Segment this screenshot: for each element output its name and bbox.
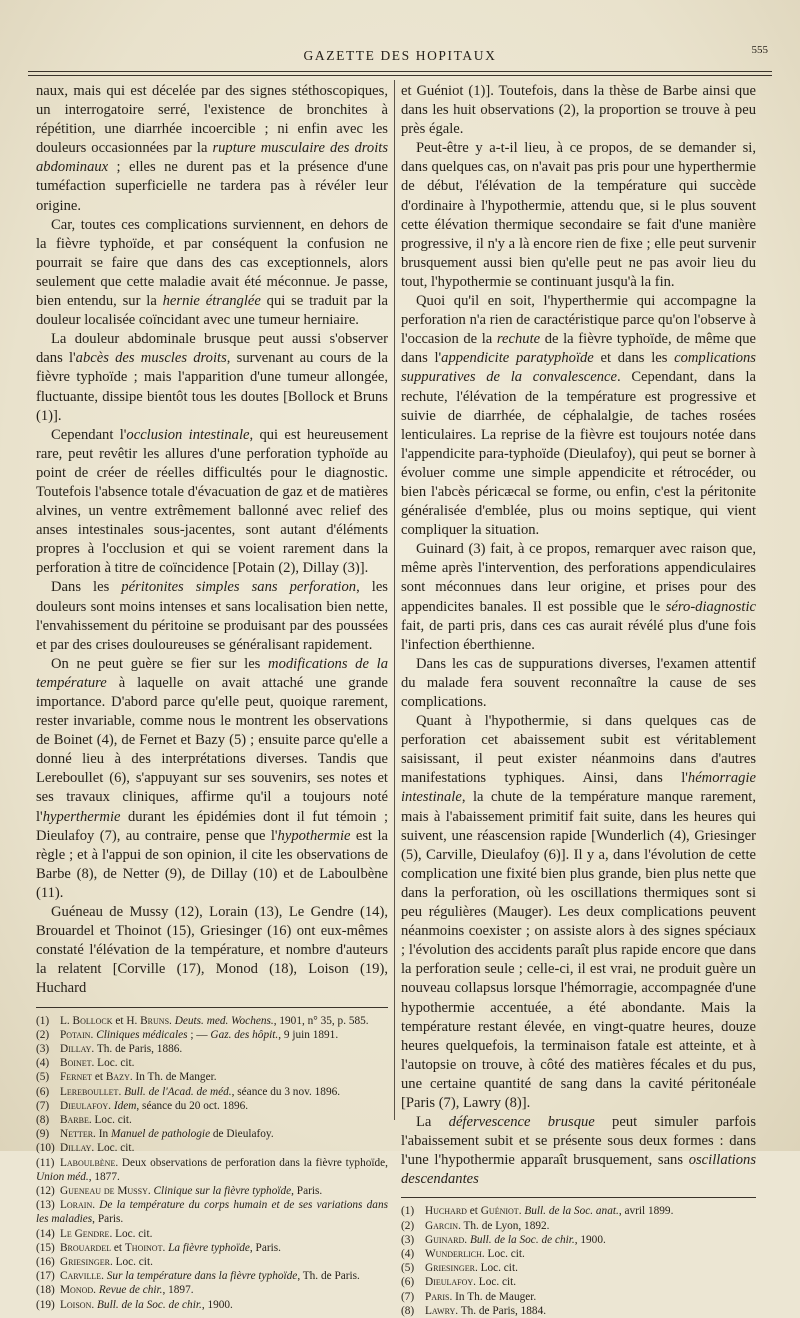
- text-run: .: [518, 1205, 525, 1218]
- footnote-number: (6): [401, 1276, 415, 1289]
- text-run: Guinard (3) fait, à ce propos, remarquer avec raison que, même après l'intervention, des perforations appendiculaires sont méconnues dans leur origine, et prises pour des appendicites banales. Il est possible que le: [401, 541, 756, 615]
- author-name: Huchard: [425, 1205, 467, 1218]
- footnote: [36, 1227, 388, 1241]
- text-run: , survenant au cours de la fièvre typhoïde ; mais l'apparition d'une tumeur allongée, fluctuante, dissipe bientôt tous les doutes [Bollock et Bruns (1)].: [36, 350, 388, 424]
- text-run: .: [169, 1014, 175, 1027]
- footnote: [36, 1042, 388, 1056]
- right-footnotes: [401, 1204, 756, 1318]
- footnote: [36, 1014, 388, 1028]
- paragraph: [36, 82, 388, 216]
- author-name: Gueneau de Mussy: [60, 1184, 148, 1197]
- column-divider: [394, 80, 395, 1120]
- footnote: [401, 1304, 756, 1318]
- left-footnotes: [36, 1014, 388, 1312]
- text-run: .: [101, 1270, 107, 1283]
- italic-run: séro-diagnostic: [665, 598, 756, 615]
- footnote: [36, 1255, 388, 1269]
- paragraph: [36, 903, 388, 998]
- text-run: .: [108, 1099, 114, 1112]
- text-run: fait, de parti pris, dans ces cas aurait révélé plus d'une fois l'infection éberthienne.: [401, 617, 756, 653]
- text-run: et: [111, 1241, 125, 1254]
- footnote-number: (1): [401, 1205, 415, 1218]
- text-run: , 9 juin 1891.: [278, 1028, 339, 1041]
- text-run: .: [90, 1028, 97, 1041]
- footnote-number: (10): [36, 1142, 55, 1155]
- author-name: Dieulafoy: [425, 1276, 474, 1289]
- italic-run: Cliniques médicales: [96, 1028, 188, 1041]
- text-run: On ne peut guère se fier sur les: [51, 655, 269, 672]
- author-name: Barbe: [60, 1113, 89, 1126]
- left-column-body: [36, 82, 388, 999]
- text-run: , Paris.: [249, 1241, 281, 1254]
- author-name: Lereboullet: [60, 1085, 119, 1098]
- text-run: . Loc. cit.: [109, 1227, 153, 1240]
- text-run: Car, toutes ces complications surviennent, en dehors de la fièvre typhoïde, et par conséquent la confusion ne pourrait se faire que dans des cas exceptionnels, alors seulement que cette maladie avait été méconnue. Je passe, bien entendu, sur la: [36, 216, 388, 310]
- text-run: . Loc. cit.: [473, 1276, 517, 1289]
- footnote-number: (17): [36, 1270, 55, 1283]
- author-name: Thoinot: [124, 1241, 163, 1254]
- footnote: [36, 1113, 388, 1127]
- footnote-number: (8): [401, 1304, 415, 1317]
- italic-run: De la température du corps humain et de ses variations dans les maladies: [36, 1199, 388, 1226]
- text-run: Quoi qu'il en soit, l'hyperthermie qui accompagne la perforation n'a rien de caractéristique parce qu'on l'observe à l'occasion de la: [401, 293, 756, 348]
- text-run: naux, mais qui est décelée par des signes stéthoscopiques, un interrogatoire serré, l'existence de bronchites à répétition, une diarrhée incoercible ; ni enfin avec les douleurs occasionnées par la: [36, 83, 388, 157]
- author-name: L. Bollock: [60, 1014, 113, 1027]
- text-run: Dans les: [51, 579, 122, 596]
- footnote: [36, 1283, 388, 1297]
- italic-run: oscillations descendantes: [401, 1152, 756, 1188]
- footnote: [401, 1261, 756, 1275]
- text-run: . Th. de Paris, 1886.: [91, 1042, 183, 1055]
- footnote: [36, 1241, 388, 1255]
- text-run: . Loc. cit.: [91, 1057, 135, 1070]
- text-run: qui se traduit par la douleur localisée coïncidant avec une tumeur herniaire.: [36, 293, 389, 329]
- text-run: .: [92, 1199, 100, 1212]
- footnote-number: (18): [36, 1284, 55, 1297]
- text-run: ; elles ne durent pas et la présence d'une tuméfaction superficielle ne tardera pas à révéler leur origine.: [36, 159, 388, 214]
- author-name: Lorain: [60, 1199, 93, 1212]
- text-run: de Dieulafoy.: [210, 1128, 274, 1141]
- paragraph: [401, 292, 756, 540]
- author-name: Wunderlich: [425, 1248, 482, 1261]
- footnote-number: (3): [36, 1042, 50, 1055]
- footnote: [401, 1275, 756, 1289]
- footnotes-separator: [36, 1007, 388, 1008]
- author-name: H. Bruns: [126, 1014, 170, 1027]
- paragraph: [36, 655, 388, 903]
- text-run: , 1901, n° 35, p. 585.: [273, 1014, 369, 1027]
- author-name: Guéniot: [480, 1205, 519, 1218]
- footnote: [36, 1070, 388, 1084]
- footnote-number: (7): [401, 1290, 415, 1303]
- text-run: .: [118, 1085, 125, 1098]
- italic-run: Bull. de l'Acad. de méd.: [124, 1085, 232, 1098]
- text-run: , les douleurs sont moins intenses et sans localisation bien nette, l'envahissement du péritoine se produisant par des poussées et par des crises douloureuses se généralisant rapidement.: [36, 579, 388, 653]
- italic-run: péritonites simples sans perforation: [121, 579, 357, 596]
- paragraph: [401, 139, 756, 292]
- author-name: Paris: [425, 1290, 450, 1303]
- author-name: Griesinger: [425, 1262, 475, 1275]
- text-run: est la règle ; et à l'appui de son opinion, il cite les observations de Barbe (8), de Netter (9), de Dillay (10) et de Laboulbène (11).: [36, 827, 388, 901]
- footnote: [36, 1028, 388, 1042]
- text-run: . Deux observations de perforation dans la fièvre typhoïde,: [115, 1156, 388, 1169]
- text-run: et dans les: [593, 350, 675, 367]
- text-run: .: [93, 1284, 99, 1297]
- page-number: 555: [751, 44, 768, 56]
- text-run: . In Th. de Mauger.: [449, 1290, 537, 1303]
- author-name: Lawry: [425, 1304, 456, 1317]
- text-run: de la fièvre typhoïde, de même que dans l': [401, 331, 756, 367]
- text-run: , 1897.: [162, 1284, 194, 1297]
- text-run: .: [162, 1241, 169, 1254]
- paragraph: [36, 216, 388, 331]
- italic-run: appendicite paratyphoïde: [441, 350, 594, 367]
- text-run: .: [91, 1298, 98, 1311]
- italic-run: hernie étranglée: [162, 293, 261, 310]
- text-run: , 1900.: [574, 1233, 606, 1246]
- text-run: , 1900.: [201, 1298, 233, 1311]
- italic-run: Bull. de la Soc. de chir.: [97, 1298, 202, 1311]
- text-run: . Loc. cit.: [109, 1255, 153, 1268]
- paragraph: [401, 655, 756, 712]
- text-run: Quant à l'hypothermie, si dans quelques cas de perforation cet abaissement subit est véritablement saisissant, il peut exister néanmoins dans d'autres manifestations typhiques. Ainsi, dans l': [401, 713, 756, 787]
- text-run: La: [416, 1114, 449, 1131]
- footnote-number: (9): [36, 1128, 50, 1141]
- paragraph: [401, 712, 756, 1113]
- italic-run: abcès des muscles droits: [75, 350, 227, 367]
- italic-run: complications suppuratives de la convalescence: [401, 350, 756, 386]
- footnote: [401, 1219, 756, 1233]
- right-column-body: [401, 82, 756, 1189]
- footnote: [36, 1056, 388, 1070]
- journal-title: GAZETTE DES HOPITAUX: [303, 48, 497, 63]
- italic-run: hémorragie intestinale: [401, 770, 756, 806]
- text-run: et: [92, 1071, 106, 1084]
- text-run: , séance du 20 oct. 1896.: [136, 1099, 249, 1112]
- footnote: [36, 1184, 388, 1198]
- footnote-number: (12): [36, 1184, 55, 1197]
- paragraph: [401, 1113, 756, 1189]
- footnote: [36, 1198, 388, 1226]
- text-run: . Loc. cit.: [91, 1142, 135, 1155]
- text-run: , Th. de Paris.: [297, 1270, 360, 1283]
- author-name: Potain: [60, 1028, 91, 1041]
- italic-run: rupture musculaire des droits abdominaux: [36, 140, 388, 176]
- author-name: Laboulbène: [60, 1156, 116, 1169]
- footnote: [36, 1156, 388, 1184]
- author-name: Griesinger: [60, 1255, 110, 1268]
- italic-run: Manuel de pathologie: [110, 1128, 211, 1141]
- text-run: La douleur abdominale brusque peut aussi s'observer dans l': [36, 331, 388, 367]
- author-name: Dillay: [60, 1142, 92, 1155]
- footnote-number: (2): [36, 1028, 50, 1041]
- text-run: , qui est heureusement rare, peut revêtir les allures d'une perforation typhoïde au point de créer de réelles difficultés pour le diagnostic. Toutefois l'absence totale d'évacuation de gaz et de matières alvines, un ventre extrêmement ballonné avec relief des anses intestinales sous-jacentes, sont autant d'éléments propres à l'occlusion et qui se voient rarement dans la perforation à titre de coïncidence [Potain (2), Dillay (3)].: [36, 426, 388, 577]
- footnote-number: (14): [36, 1227, 55, 1240]
- italic-run: hypothermie: [277, 827, 351, 844]
- header-rule-thin: [28, 75, 772, 76]
- text-run: ; —: [187, 1028, 211, 1041]
- text-run: à laquelle on avait attaché une grande importance. D'abord parce qu'elle peut, quoique rarement, rester invariable, comme nous le montrent les observations de Boinet (4), de Fernet et Bazy (5) ; ensuite parce qu'elle a donné lieu à des interprétations diverses. Tandis que Lereboullet (6), s'appuyant sur ses souvenirs, ses notes et ses travaux cliniques, affirme qu'il a toujours noté l': [36, 674, 388, 825]
- text-run: et: [466, 1205, 481, 1218]
- text-run: , la chute de la température manque rarement, mais à l'abaissement primitif fait suite, dans les heures qui suivent, une réascension rapide [Wunderlich (4), Griesinger (5), Carville, Dieulafoy (6)]. Il y a, dans l'évolution de cette complication une fixité bien plus grande, bien plus nette que dans la perforation, où les oscillations thermiques sont si peu régulières (Mauger). Les deux complications peuvent néanmoins coexister ; on assiste alors à des signes spéciaux ; l'évolution des accidents paraît plus rapide encore que dans la perforation seule ; celle-ci, il est vrai, ne produit guère un nouveau collapsus lorsque l'hémorragie, accompagnée d'une hypothermie accentuée, a été abondante. Mais la température restant élevée, en vingt-quatre heures, douze heures quelquefois, la terminaison fatale est atteinte, et à l'autopsie on trouve, à côté des matières fécales et du pus, une certaine quantité de sang dans la cavité péritonéale [Paris (7), Lawry (8)].: [401, 789, 756, 1111]
- footnote-number: (6): [36, 1085, 50, 1098]
- footnote-number: (5): [36, 1071, 50, 1084]
- text-run: et: [112, 1014, 127, 1027]
- paragraph: [401, 540, 756, 655]
- text-run: . Th. de Lyon, 1892.: [458, 1219, 550, 1232]
- paragraph: [36, 426, 388, 579]
- italic-run: défervescence brusque: [448, 1114, 595, 1131]
- footnote-number: (8): [36, 1113, 50, 1126]
- footnote: [36, 1269, 388, 1283]
- footnote-number: (2): [401, 1219, 415, 1232]
- text-run: , avril 1899.: [618, 1205, 674, 1218]
- footnote: [401, 1233, 756, 1247]
- italic-run: Deuts. med. Wochens.: [174, 1014, 274, 1027]
- footnote-number: (19): [36, 1298, 55, 1311]
- text-run: , Paris.: [92, 1213, 124, 1226]
- text-run: .: [464, 1233, 470, 1246]
- footnote-number: (13): [36, 1199, 55, 1212]
- text-run: . In Th. de Manger.: [129, 1071, 217, 1084]
- author-name: Fernet: [60, 1071, 93, 1084]
- footnote: [401, 1204, 756, 1218]
- author-name: Carville: [60, 1270, 102, 1283]
- author-name: Garcin: [425, 1219, 459, 1232]
- footnote: [36, 1085, 388, 1099]
- footnote-number: (4): [401, 1248, 415, 1261]
- text-run: . Loc. cit.: [481, 1248, 525, 1261]
- footnote-number: (15): [36, 1241, 55, 1254]
- header-rule: [28, 71, 772, 72]
- italic-run: Sur la température dans la fièvre typhoïde: [106, 1270, 298, 1283]
- text-run: . Loc. cit.: [474, 1262, 518, 1275]
- text-run: Guéneau de Mussy (12), Lorain (13), Le Gendre (14), Brouardel et Thoinot (15), Griesinger (16) ont eux-mêmes constaté l'élévation de la température, et nombre d'auteurs la relatent [Corville (17), Monod (18), Loison (19), Huchard: [36, 904, 388, 997]
- footnote: [36, 1141, 388, 1155]
- page-header: [28, 44, 772, 66]
- author-name: Boinet: [60, 1057, 92, 1070]
- author-name: Le Gendre: [60, 1227, 110, 1240]
- text-run: Peut-être y a-t-il lieu, à ce propos, de se demander si, dans quelques cas, on n'avait pas pris pour une hyperthermie de début, l'élévation de la température qui succède d'ordinaire à l'hypothermie, attendu que, si le plus souvent cette élévation thermique secondaire se fait d'une manière progressive, il n'y a là encore rien de fixe ; elle peut survenir brusquement aussi bien qu'elle peut ne pas avoir lieu du tout, l'hypothermie se continuant jusqu'à la fin.: [401, 140, 756, 290]
- text-run: .: [147, 1184, 154, 1197]
- text-run: et Guéniot (1)]. Toutefois, dans la thèse de Barbe ainsi que dans les huit observations (2), la proportion se trouve à peu près égale.: [401, 83, 756, 138]
- italic-run: Gaz. des hôpit.: [210, 1028, 279, 1041]
- author-name: Monod: [60, 1284, 94, 1297]
- right-column: [401, 82, 756, 1318]
- paragraph: [36, 330, 388, 425]
- italic-run: Clinique sur la fièvre typhoïde: [153, 1184, 292, 1197]
- text-run: . Loc. cit.: [88, 1113, 132, 1126]
- text-run: , séance du 3 nov. 1896.: [231, 1085, 341, 1098]
- text-run: , 1877.: [88, 1170, 120, 1183]
- italic-run: Bull. de la Soc. de chir.: [469, 1233, 575, 1246]
- footnote: [401, 1290, 756, 1304]
- paragraph: [36, 578, 388, 654]
- italic-run: modifications de la température: [36, 655, 388, 691]
- left-column: [36, 82, 388, 1312]
- author-name: Netter: [60, 1128, 94, 1141]
- italic-run: Idem: [113, 1099, 137, 1112]
- text-run: Dans les cas de suppurations diverses, l'examen attentif du malade fera souvent reconnaître la cause de ses complications.: [401, 655, 756, 710]
- footnote-number: (3): [401, 1233, 415, 1246]
- text-run: . Th. de Paris, 1884.: [455, 1304, 547, 1317]
- italic-run: Bull. de la Soc. anat.: [524, 1205, 619, 1218]
- text-run: . Cependant, dans la rechute, l'élévation de la température est progressive et suivie de diarrhée, de céphalalgie, de taches rosées lenticulaires. La reprise de la fièvre est toujours notée dans l'appendicite para-typhoïde (Dieulafoy), qui peut se borner à évoluer comme une simple appendicite et rétrocéder, ou bien l'abcès péricæcal se forme, ou enfin, c'est la péritonite généralisée d'emblée, plus ou moins septique, qui vient compliquer la situation.: [401, 369, 757, 539]
- footnote: [36, 1099, 388, 1113]
- author-name: Dillay: [60, 1042, 92, 1055]
- footnote: [36, 1127, 388, 1141]
- author-name: Brouardel: [60, 1241, 112, 1254]
- italic-run: rechute: [496, 331, 541, 348]
- text-run: durant les épidémies dont il fut témoin ; Dieulafoy (7), au contraire, pense que l': [36, 808, 388, 844]
- author-name: Bazy: [105, 1071, 130, 1084]
- author-name: Guinard: [425, 1233, 465, 1246]
- author-name: Loison: [60, 1298, 92, 1311]
- footnotes-separator: [401, 1197, 756, 1198]
- italic-run: Revue de chir.: [98, 1284, 163, 1297]
- italic-run: occlusion intestinale: [126, 426, 250, 443]
- text-run: . In: [93, 1128, 111, 1141]
- footnote-number: (16): [36, 1255, 55, 1268]
- footnote: [401, 1247, 756, 1261]
- italic-run: hyperthermie: [42, 808, 121, 825]
- footnote-number: (7): [36, 1099, 50, 1112]
- paragraph: [401, 82, 756, 139]
- text-run: Cependant l': [51, 426, 127, 443]
- italic-run: La fièvre typhoïde: [168, 1241, 250, 1254]
- footnote-number: (5): [401, 1262, 415, 1275]
- footnote-number: (1): [36, 1014, 50, 1027]
- footnote-number: (11): [36, 1156, 55, 1169]
- author-name: Dieulafoy: [60, 1099, 109, 1112]
- footnote-number: (4): [36, 1057, 50, 1070]
- text-run: , Paris.: [291, 1184, 323, 1197]
- text-run: peut simuler parfois l'abaissement subit et se présente sous deux formes : dans l'une l'hypothermie apparaît brusquement, sans: [401, 1114, 756, 1169]
- footnote: [36, 1298, 388, 1312]
- italic-run: Union méd.: [36, 1170, 89, 1183]
